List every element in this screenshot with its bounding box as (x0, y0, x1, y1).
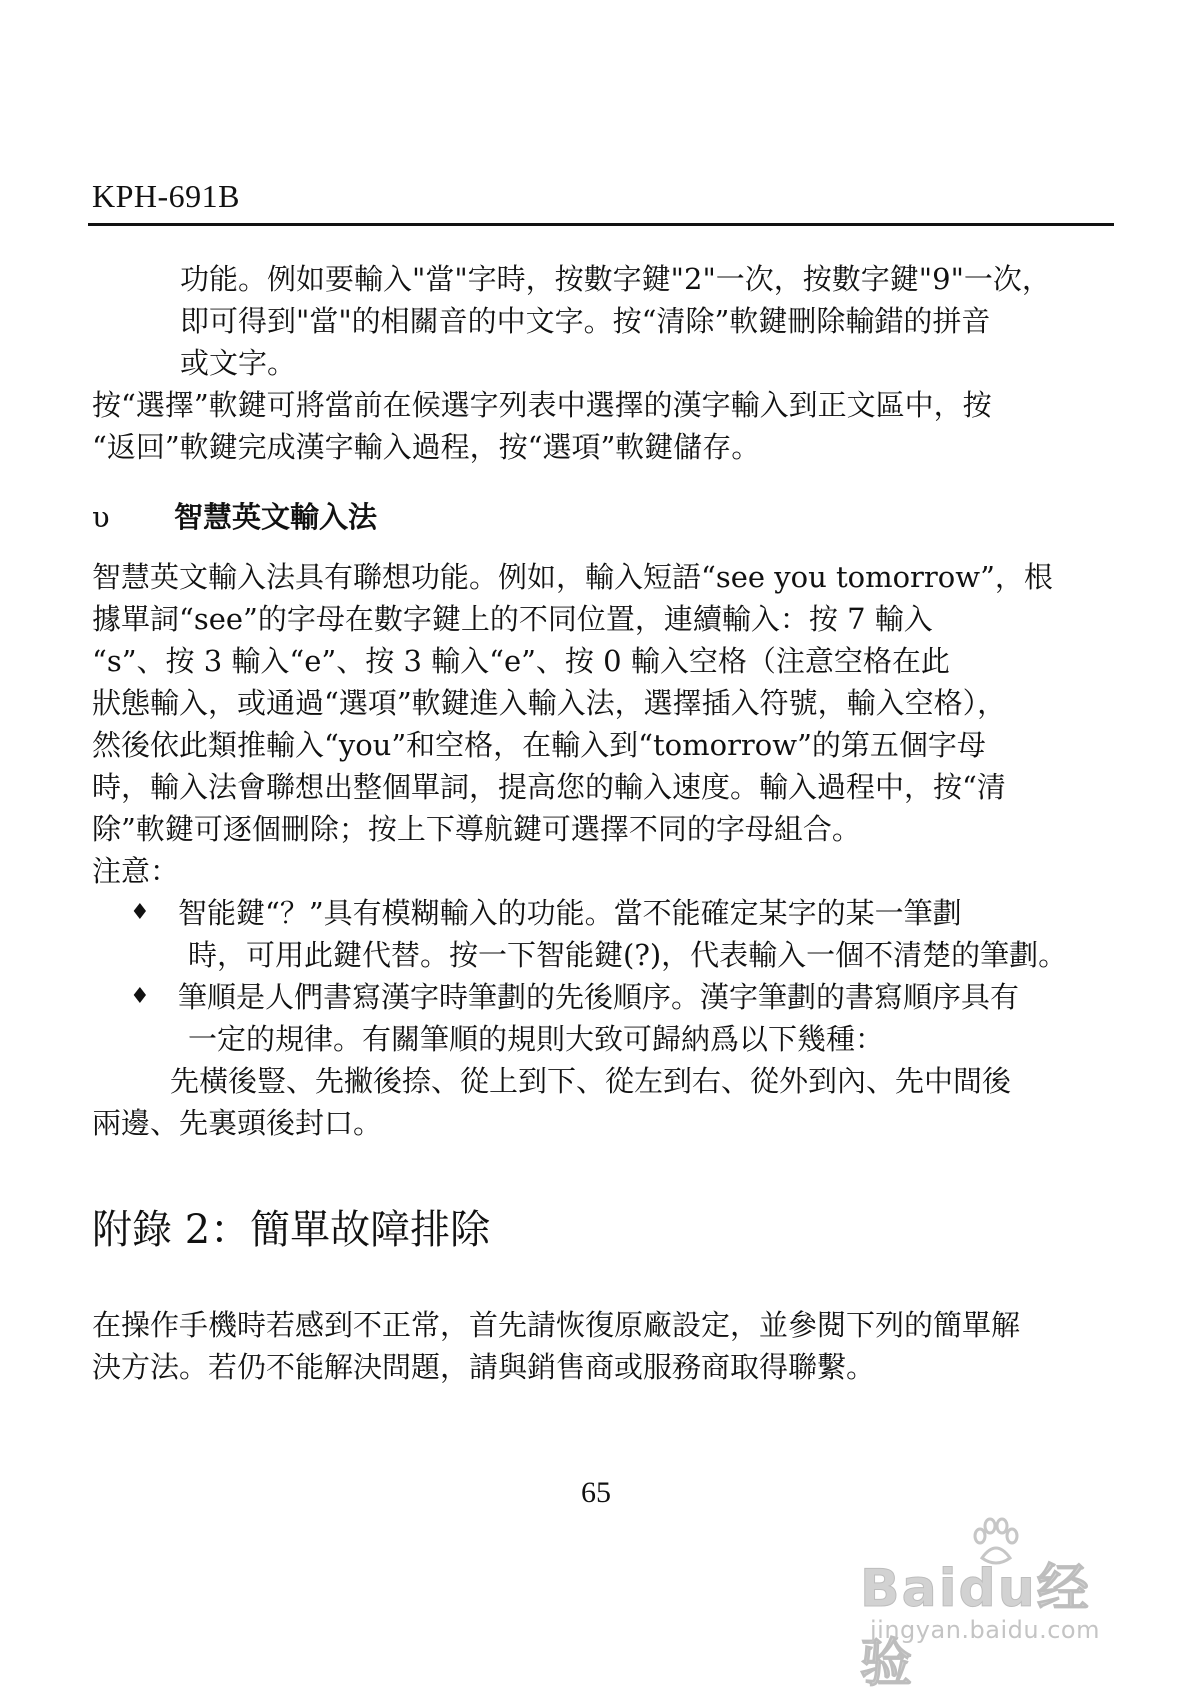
paragraph-line: 或文字。 (180, 346, 297, 380)
header-model-title: KPH-691B (92, 178, 241, 214)
diamond-bullet-icon: ♦ (130, 984, 150, 1009)
paragraph-line: “s”、按 3 輸入“e”、按 3 輸入“e”、按 0 輸入空格（注意空格在此 (92, 644, 950, 678)
paragraph-line: 時，輸入法會聯想出整個單詞，提高您的輸入速度。輸入過程中，按“清 (92, 770, 1006, 804)
paragraph-line: “返回”軟鍵完成漢字輸入過程，按“選項”軟鍵儲存。 (92, 430, 761, 464)
section-marker-icon: υ (92, 500, 110, 534)
watermark-url: jingyan.baidu.com (870, 1616, 1100, 1644)
paragraph-line: 在操作手機時若感到不正常，首先請恢復原廠設定，並參閱下列的簡單解 (92, 1308, 1021, 1342)
paragraph-line: 然後依此類推輸入“you”和空格，在輸入到“tomorrow”的第五個字母 (92, 728, 986, 762)
troubleshooting-paragraph (92, 1304, 1112, 1388)
diamond-bullet-icon: ♦ (130, 900, 150, 925)
paragraph-line: 據單詞“see”的字母在數字鍵上的不同位置，連續輸入：按 7 輸入 (92, 602, 933, 636)
paragraph-line: 除”軟鍵可逐個刪除；按上下導航鍵可選擇不同的字母組合。 (92, 812, 861, 846)
paragraph-line: 狀態輸入，或通過“選項”軟鍵進入輸入法，選擇插入符號，輸入空格）， (92, 686, 1007, 720)
section-heading-text: 智慧英文輸入法 (174, 500, 378, 534)
smart-english-heading (92, 496, 377, 538)
bullet-line: 智能鍵“？”具有模糊輸入的功能。當不能確定某字的某一筆劃 (178, 896, 962, 930)
smart-english-paragraph (92, 556, 1114, 892)
bullet-line: 一定的規律。有關筆順的規則大致可歸納爲以下幾種： (188, 1022, 885, 1056)
header-divider (88, 223, 1114, 226)
note-label: 注意： (92, 854, 180, 888)
paragraph-line: 先橫後豎、先撇後捺、從上到下、從左到右、從外到內、先中間後 (170, 1064, 1012, 1098)
select-softkey-paragraph (92, 384, 1112, 468)
paragraph-line: 兩邊、先裏頭後封口。 (92, 1106, 383, 1140)
bullet-line: 筆順是人們書寫漢字時筆劃的先後順序。漢字筆劃的書寫順序具有 (178, 980, 1020, 1014)
watermark-logo-text: Baidu经验 (860, 1559, 1091, 1694)
stroke-rules-paragraph (92, 1060, 1112, 1144)
note-bullet-item (130, 892, 1110, 976)
bullet-line: 時，可用此鍵代替。按一下智能鍵(?)，代表輸入一個不清楚的筆劃。 (188, 938, 1068, 972)
page-number: 65 (581, 1476, 611, 1509)
paragraph-line: 智慧英文輸入法具有聯想功能。例如，輸入短語“see you tomorrow”，根 (92, 560, 1053, 594)
note-bullet-item (130, 976, 1110, 1060)
appendix-title: 附錄 2：簡單故障排除 (92, 1207, 491, 1253)
paragraph-line: 按“選擇”軟鍵可將當前在候選字列表中選擇的漢字輸入到正文區中，按 (92, 388, 992, 422)
intro-continuation-paragraph (180, 258, 1100, 384)
paragraph-line: 決方法。若仍不能解決問題，請與銷售商或服務商取得聯繫。 (92, 1350, 876, 1384)
paragraph-line: 功能。例如要輸入"當"字時，按數字鍵"2"一次，按數字鍵"9"一次， (180, 262, 1051, 296)
baidu-watermark (840, 1516, 1140, 1694)
paragraph-line: 即可得到"當"的相關音的中文字。按“清除”軟鍵刪除輸錯的拼音 (180, 304, 991, 338)
